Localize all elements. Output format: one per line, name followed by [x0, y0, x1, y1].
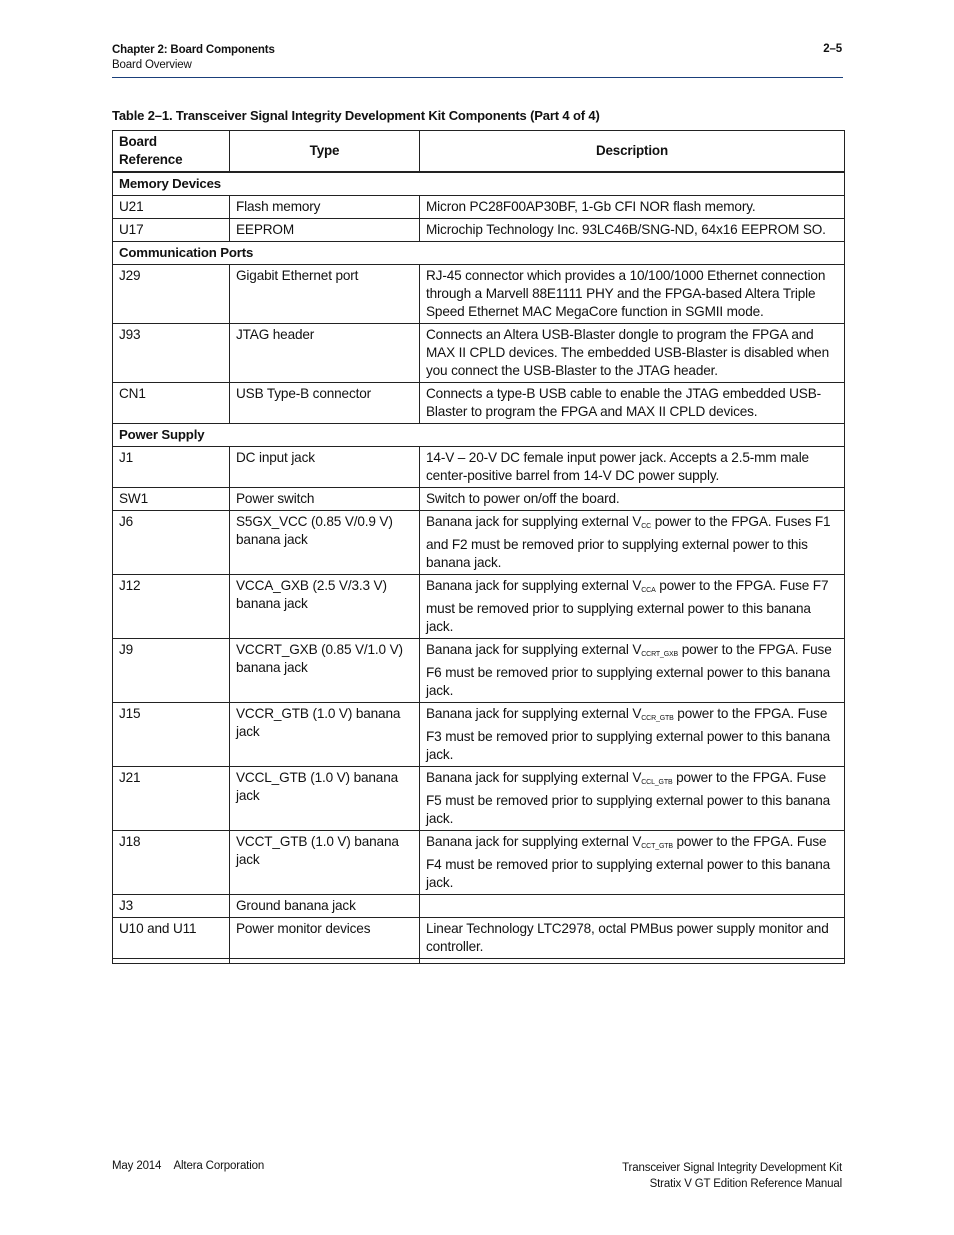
desc-text: Banana jack for supplying external V	[426, 514, 642, 529]
desc-text: power to the FPGA. Fuse F6 must be removed prior to supplying external power to this banana jack.	[426, 642, 832, 698]
table-row	[113, 219, 845, 242]
cell-type: Gigabit Ethernet port	[230, 265, 420, 324]
page-number: 2–5	[823, 43, 842, 55]
cell-ref: J9	[113, 639, 230, 703]
cell-type: Power switch	[230, 488, 420, 511]
cell-desc: Connects a type-B USB cable to enable the JTAG embedded USB-Blaster to program the FPGA and MAX II CPLD devices.	[420, 383, 845, 424]
table-header-row	[113, 131, 845, 173]
section-title: Power Supply	[113, 424, 845, 447]
cell-type: VCCL_GTB (1.0 V) banana jack	[230, 767, 420, 831]
desc-subscript: CCA	[641, 587, 656, 594]
cell-ref	[113, 959, 230, 964]
cell-type: VCCT_GTB (1.0 V) banana jack	[230, 831, 420, 895]
desc-subscript: CCT_GTB	[641, 843, 673, 850]
cell-ref: J15	[113, 703, 230, 767]
cell-ref: J3	[113, 895, 230, 918]
cell-ref: U10 and U11	[113, 918, 230, 959]
cell-desc: Micron PC28F00AP30BF, 1-Gb CFI NOR flash memory.	[420, 196, 845, 219]
footer-date: May 2014	[112, 1160, 162, 1172]
table-row	[113, 639, 845, 703]
table-row	[113, 488, 845, 511]
cell-ref: U21	[113, 196, 230, 219]
cell-desc	[420, 511, 845, 575]
cell-desc: Microchip Technology Inc. 93LC46B/SNG-ND, 64x16 EEPROM SO.	[420, 219, 845, 242]
section-row-memory-devices	[113, 172, 845, 196]
table-row	[113, 767, 845, 831]
table-row	[113, 324, 845, 383]
table-row	[113, 831, 845, 895]
desc-text: Banana jack for supplying external V	[426, 578, 642, 593]
cell-type: Flash memory	[230, 196, 420, 219]
cell-desc: RJ-45 connector which provides a 10/100/1000 Ethernet connection through a Marvell 88E1111 PHY and the FPGA-based Altera Triple Speed Ethernet MAC MegaCore function in SGMII mode.	[420, 265, 845, 324]
chapter-title: Chapter 2: Board Components	[112, 44, 275, 56]
desc-text: power to the FPGA. Fuse F3 must be removed prior to supplying external power to this banana jack.	[426, 706, 831, 762]
cell-type: VCCRT_GXB (0.85 V/1.0 V) banana jack	[230, 639, 420, 703]
table-row	[113, 575, 845, 639]
cell-type: VCCA_GXB (2.5 V/3.3 V) banana jack	[230, 575, 420, 639]
cell-desc	[420, 575, 845, 639]
cell-type: EEPROM	[230, 219, 420, 242]
cell-ref: J18	[113, 831, 230, 895]
cell-type: Ground banana jack	[230, 895, 420, 918]
cell-desc	[420, 831, 845, 895]
footer-company: Altera Corporation	[173, 1160, 265, 1172]
footer-doc-subtitle: Stratix V GT Edition Reference Manual	[649, 1178, 842, 1190]
cell-ref: CN1	[113, 383, 230, 424]
cell-desc	[420, 959, 845, 964]
cell-desc: 14-V – 20-V DC female input power jack. Accepts a 2.5-mm male center-positive barrel from 14-V DC power supply.	[420, 447, 845, 488]
cell-ref: J1	[113, 447, 230, 488]
column-header-type: Type	[230, 131, 420, 173]
table-row	[113, 918, 845, 959]
cell-ref: SW1	[113, 488, 230, 511]
footer-right	[622, 1160, 842, 1192]
table-row	[113, 447, 845, 488]
table-row	[113, 511, 845, 575]
table-caption: Table 2–1. Transceiver Signal Integrity Development Kit Components (Part 4 of 4)	[112, 108, 600, 123]
cell-ref: J29	[113, 265, 230, 324]
table-row	[113, 959, 845, 964]
section-title: Communication Ports	[113, 242, 845, 265]
cell-type: JTAG header	[230, 324, 420, 383]
desc-text: power to the FPGA. Fuses F1 and F2 must be removed prior to supplying external power to this banana jack.	[426, 514, 831, 570]
desc-text: power to the FPGA. Fuse F5 must be removed prior to supplying external power to this banana jack.	[426, 770, 831, 826]
footer-left	[112, 1160, 264, 1172]
cell-type	[230, 959, 420, 964]
section-row-communication-ports	[113, 242, 845, 265]
footer-doc-title: Transceiver Signal Integrity Development Kit	[622, 1162, 842, 1174]
column-header-description: Description	[420, 131, 845, 173]
desc-subscript: CCL_GTB	[641, 779, 673, 786]
table-row	[113, 383, 845, 424]
cell-ref: J93	[113, 324, 230, 383]
section-title: Memory Devices	[113, 172, 845, 196]
desc-subscript: CCRT_GXB	[641, 651, 679, 658]
desc-text: Banana jack for supplying external V	[426, 642, 642, 657]
cell-desc: Connects an Altera USB-Blaster dongle to program the FPGA and MAX II CPLD devices. The embedded USB-Blaster is disabled when you connect the USB-Blaster to the JTAG header.	[420, 324, 845, 383]
section-title: Board Overview	[112, 59, 192, 71]
cell-desc	[420, 767, 845, 831]
cell-ref: J21	[113, 767, 230, 831]
cell-type: DC input jack	[230, 447, 420, 488]
desc-text: Banana jack for supplying external V	[426, 770, 642, 785]
desc-text: power to the FPGA. Fuse F7 must be removed prior to supplying external power to this banana jack.	[426, 578, 829, 634]
running-header	[112, 43, 275, 73]
cell-desc: Switch to power on/off the board.	[420, 488, 845, 511]
header-rule	[112, 77, 843, 78]
desc-subscript: CC	[641, 523, 652, 530]
table-row	[113, 196, 845, 219]
desc-text: Banana jack for supplying external V	[426, 706, 642, 721]
cell-desc	[420, 895, 845, 918]
table-row	[113, 703, 845, 767]
components-table	[112, 130, 845, 964]
cell-ref: J12	[113, 575, 230, 639]
cell-type: USB Type-B connector	[230, 383, 420, 424]
cell-type: S5GX_VCC (0.85 V/0.9 V) banana jack	[230, 511, 420, 575]
cell-type: VCCR_GTB (1.0 V) banana jack	[230, 703, 420, 767]
desc-text: Banana jack for supplying external V	[426, 834, 642, 849]
column-header-board-reference: Board Reference	[113, 131, 230, 173]
cell-desc	[420, 639, 845, 703]
section-row-power-supply	[113, 424, 845, 447]
cell-type: Power monitor devices	[230, 918, 420, 959]
cell-ref: J6	[113, 511, 230, 575]
cell-desc	[420, 703, 845, 767]
table-row	[113, 265, 845, 324]
desc-subscript: CCR_GTB	[641, 715, 674, 722]
desc-text: power to the FPGA. Fuse F4 must be removed prior to supplying external power to this banana jack.	[426, 834, 831, 890]
cell-ref: U17	[113, 219, 230, 242]
table-row	[113, 895, 845, 918]
cell-desc: Linear Technology LTC2978, octal PMBus power supply monitor and controller.	[420, 918, 845, 959]
